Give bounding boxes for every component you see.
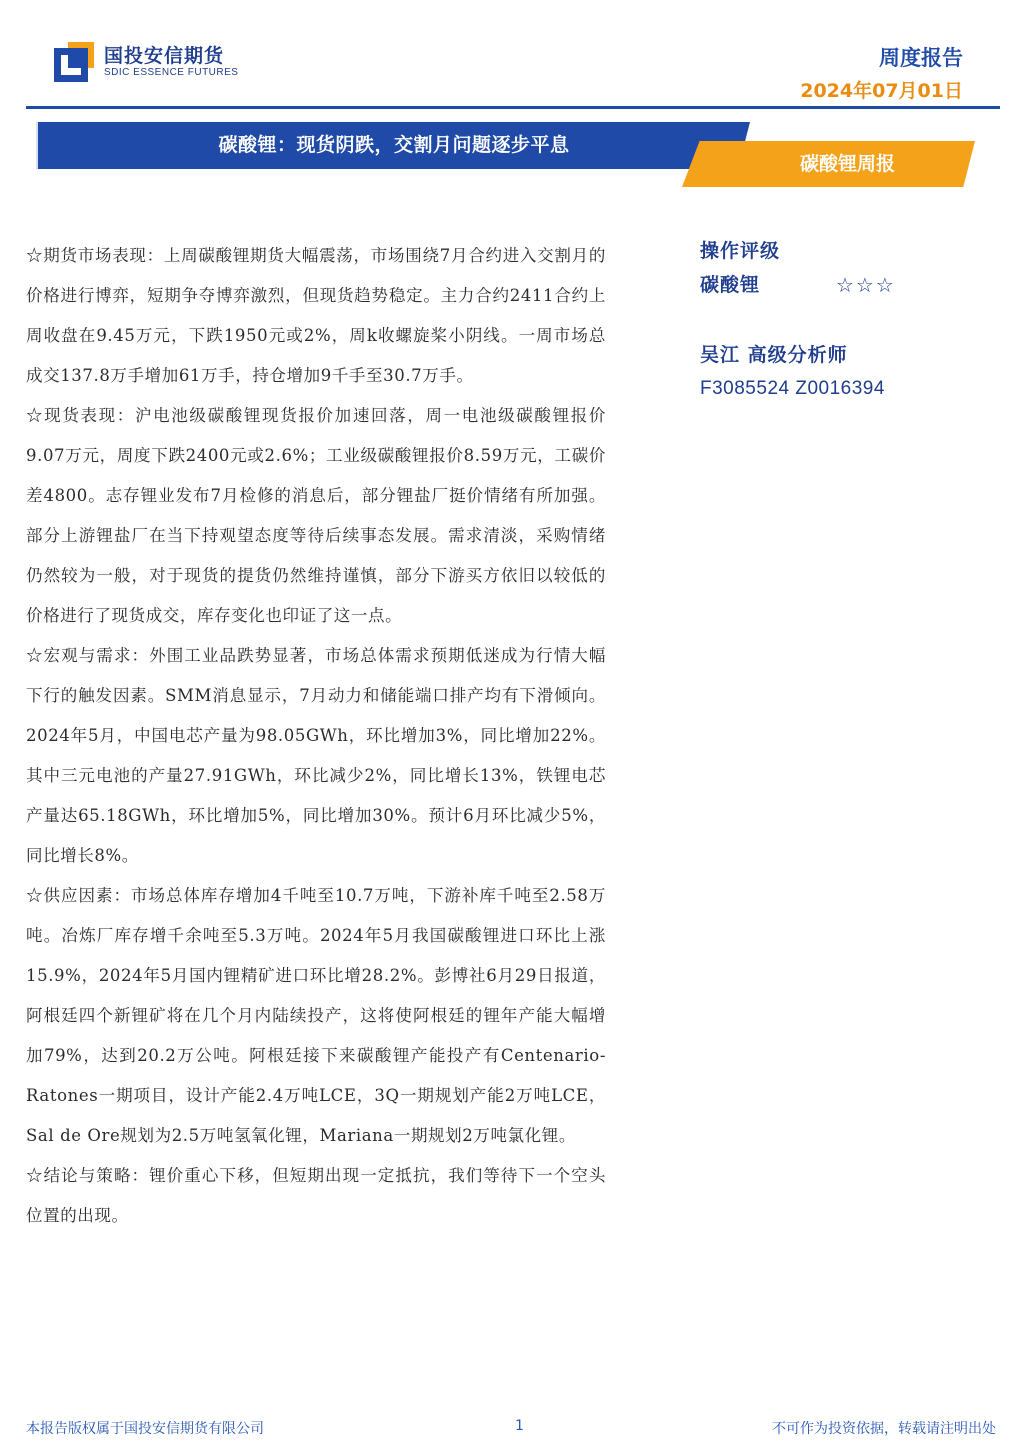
rating-title: 操作评级 — [700, 240, 781, 262]
rating-stars-icon: ☆☆☆ — [836, 273, 896, 297]
report-type: 周度报告 — [879, 46, 963, 70]
header-divider — [26, 106, 1000, 109]
company-logo — [54, 42, 238, 82]
footer-disclaimer: 不可作为投资依据，转载请注明出处 — [772, 1421, 996, 1437]
logo-mark-icon — [54, 42, 94, 82]
paragraph-macro-demand: ☆宏观与需求：外围工业品跌势显著，市场总体需求预期低迷成为行情大幅下行的触发因素。SMM消息显示，7月动力和储能端口排产均有下滑倾向。2024年5月，中国电芯产量为98.05GWh，环比增加3%，同比增加22%。其中三元电池的产量27.91GWh，环比减少2%，同比增长13%，铁锂电芯产量达65.18GWh，环比增加5%，同比增加30%。预计6月环比减少5%，同比增长8%。 — [26, 646, 606, 865]
paragraph-futures: ☆期货市场表现：上周碳酸锂期货大幅震荡，市场围绕7月合约进入交割月的价格进行博弈，短期争夺博弈激烈，但现货趋势稳定。主力合约2411合约上周收盘在9.45万元，下跌1950元或2%，周k收螺旋桨小阴线。一周市场总成交137.8万手增加61万手，持仓增加9千手至30.7万手。 — [26, 246, 606, 385]
report-body — [26, 236, 606, 1236]
paragraph-supply: ☆供应因素：市场总体库存增加4千吨至10.7万吨，下游补库千吨至2.58万吨。冶炼厂库存增千余吨至5.3万吨。2024年5月我国碳酸锂进口环比上涨15.9%，2024年5月国内锂精矿进口环比增28.2%。彭博社6月29日报道，阿根廷四个新锂矿将在几个月内陆续投产，这将使阿根廷的锂年产能大幅增加79%，达到20.2万公吨。阿根廷接下来碳酸锂产能投产有Centenario-Ratones一期项目，设计产能2.4万吨LCE，3Q一期规划产能2万吨LCE， Sal de Ore规划为2.5万吨氢氧化锂，Mariana一期规划2万吨氯化锂。 — [26, 886, 606, 1145]
analyst-license: F3085524 Z0016394 — [700, 378, 885, 399]
rating-product: 碳酸锂 — [700, 274, 761, 296]
paragraph-conclusion: ☆结论与策略：锂价重心下移，但短期出现一定抵抗，我们等待下一个空头位置的出现。 — [26, 1166, 606, 1225]
report-date: 2024年07月01日 — [800, 80, 963, 102]
report-tag: 碳酸锂周报 — [800, 153, 896, 175]
sidebar — [700, 236, 1000, 404]
company-name-cn: 国投安信期货 — [104, 45, 225, 67]
page-number: 1 — [515, 1418, 524, 1434]
report-title: 碳酸锂：现货阴跌，交割月问题逐步平息 — [218, 134, 570, 156]
rating-row — [700, 270, 1000, 300]
analyst-name: 吴江 高级分析师 — [700, 344, 848, 366]
company-name-en: SDIC ESSENCE FUTURES — [104, 67, 239, 78]
footer-copyright: 本报告版权属于国投安信期货有限公司 — [26, 1421, 264, 1437]
paragraph-spot: ☆现货表现：沪电池级碳酸锂现货报价加速回落，周一电池级碳酸锂报价9.07万元，周度下跌2400元或2.6%；工业级碳酸锂报价8.59万元，工碳价差4800。志存锂业发布7月检修的消息后，部分锂盐厂挺价情绪有所加强。部分上游锂盐厂在当下持观望态度等待后续事态发展。需求清淡，采购情绪仍然较为一般，对于现货的提货仍然维持谨慎，部分下游买方依旧以较低的价格进行了现货成交，库存变化也印证了这一点。 — [26, 406, 606, 625]
